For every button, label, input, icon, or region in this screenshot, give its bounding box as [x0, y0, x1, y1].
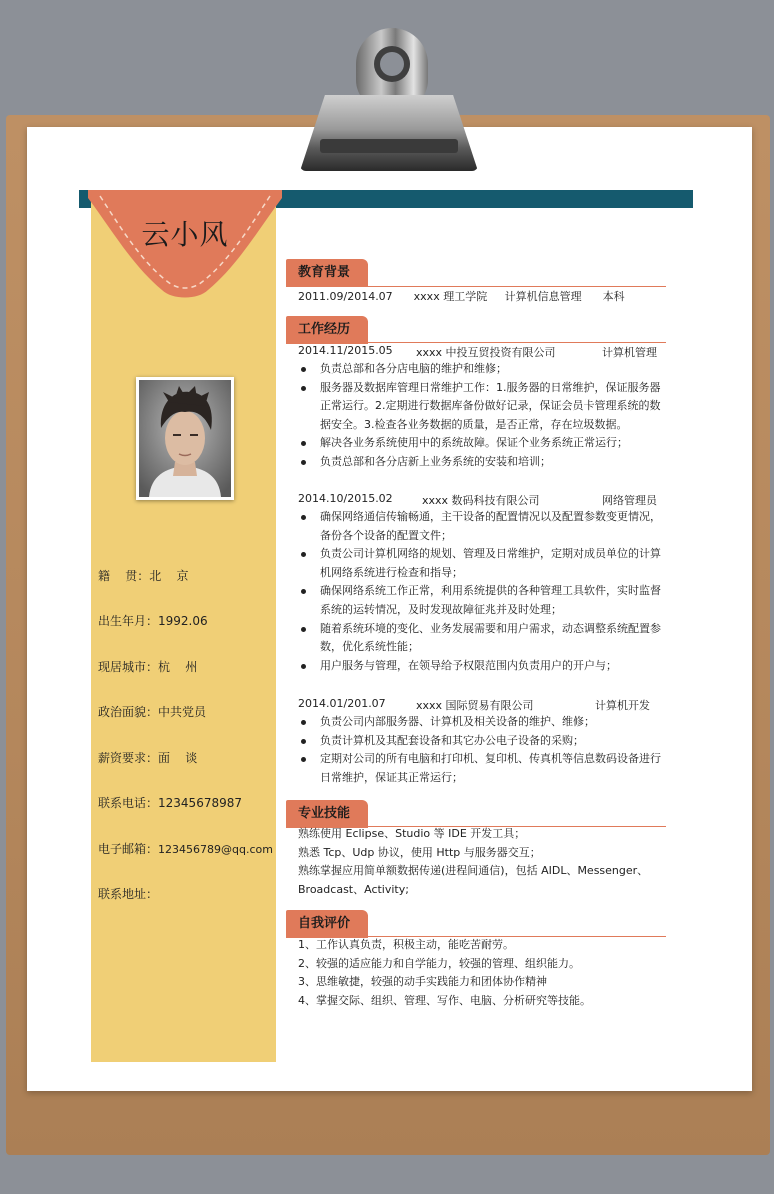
info-label: 电子邮箱： [98, 842, 159, 856]
info-label: 薪资要求： [98, 751, 159, 765]
info-political [98, 703, 206, 720]
self-eval-list [298, 936, 668, 1010]
info-phone [98, 794, 242, 811]
list-item: 定期对公司的所有电脑和打印机、复印机、传真机等信息数码设备进行日常维护，保证其正常运行； [298, 750, 664, 787]
list-item: 熟悉 Tcp、Udp 协议，使用 Http 与服务器交互； [298, 845, 541, 859]
list-item: 3、思维敏捷，较强的动手实践能力和团体协作精神 [298, 975, 547, 989]
job-period: 2014.01/201.07 [298, 697, 386, 710]
list-item: 负责公司内部服务器、计算机及相关设备的维护、维修； [298, 713, 664, 732]
job-period: 2014.11/2015.05 [298, 344, 393, 357]
list-item: 服务器及数据库管理日常维护工作：1.服务器的日常维护，保证服务器正常运行。2.定期进行数据库备份做好记录，保证会员卡管理系统的数据安全。3.检查各业务数据的质量，是否正常，存在垃圾数据。 [298, 379, 664, 435]
info-label: 政治面貌： [98, 705, 159, 719]
info-label: 联系电话： [98, 796, 159, 810]
info-label: 联系地址： [98, 887, 159, 901]
list-item: 负责总部和各分店新上业务系统的安装和培训； [298, 453, 664, 472]
portrait-image [139, 380, 231, 497]
skills-list [298, 825, 668, 899]
info-salary [98, 749, 197, 766]
work-heading: 工作经历 [286, 316, 368, 344]
list-item: 负责公司计算机网络的规划、管理及日常维护，定期对成员单位的计算机网络系统进行检查和指导； [298, 545, 664, 582]
info-birth [98, 612, 208, 629]
work-divider [286, 342, 666, 343]
list-item: 确保网络系统工作正常，利用系统提供的各种管理工具软件，实时监督系统的运转情况，及时发现故障征兆并及时处理； [298, 582, 664, 619]
info-label: 籍 贯： [98, 569, 150, 583]
list-item: 随着系统环境的变化、业务发展需要和用户需求，动态调整系统配置参数，优化系统性能； [298, 620, 664, 657]
info-hometown [98, 567, 189, 584]
info-value: 杭 州 [158, 660, 198, 674]
info-value: 1992.06 [158, 614, 208, 628]
list-item: 4、掌握交际、组织、管理、写作、电脑、分析研究等技能。 [298, 993, 591, 1007]
list-item: 1、工作认真负责，积极主动，能吃苦耐劳。 [298, 938, 514, 951]
info-value: 北 京 [149, 569, 189, 583]
profile-photo [136, 377, 234, 500]
list-item: 2、较强的适应能力和自学能力，较强的管理、组织能力。 [298, 956, 580, 970]
info-value: 中共党员 [158, 705, 207, 719]
job-2-duties [298, 508, 664, 675]
job-position: 网络管理员 [602, 494, 657, 507]
info-value: 12345678987 [158, 796, 242, 810]
job-position: 计算机开发 [595, 699, 650, 712]
job-period: 2014.10/2015.02 [298, 492, 393, 505]
info-label: 出生年月： [98, 614, 159, 628]
info-address [98, 885, 158, 902]
list-item: 用户服务与管理，在领导给予权限范围内负责用户的开户与； [298, 657, 664, 676]
list-item: Broadcast、Activity; [298, 882, 409, 896]
info-value: 面 谈 [158, 751, 198, 765]
info-city [98, 658, 197, 675]
education-divider [286, 286, 666, 287]
list-item: 熟练掌握应用简单额数据传递(进程间通信)，包括 AIDL、Messenger、 [298, 864, 649, 878]
self-eval-heading: 自我评价 [286, 910, 368, 938]
job-company: xxxx 国际贸易有限公司 [416, 699, 534, 712]
skills-heading: 专业技能 [286, 800, 368, 828]
list-item: 熟练使用 Eclipse、Studio 等 IDE 开发工具； [298, 827, 526, 840]
resume-name: 云小风 [141, 218, 229, 251]
info-value: 123456789@qq.com [158, 843, 273, 856]
list-item: 确保网络通信传输畅通，主干设备的配置情况以及配置参数变更情况，备份各个设备的配置文件； [298, 508, 664, 545]
education-entry: 2011.09/2014.07 xxxx 理工学院 计算机信息管理 本科 [298, 290, 625, 303]
education-heading: 教育背景 [286, 259, 368, 287]
job-3-duties [298, 713, 664, 787]
job-1-duties [298, 360, 664, 472]
job-position: 计算机管理 [602, 346, 657, 359]
binder-clip [300, 95, 478, 171]
job-company: xxxx 数码科技有限公司 [422, 494, 540, 507]
job-company: xxxx 中投互贸投资有限公司 [416, 346, 556, 359]
list-item: 负责计算机及其配套设备和其它办公电子设备的采购； [298, 732, 664, 751]
info-label: 现居城市： [98, 660, 159, 674]
info-email [98, 840, 273, 857]
list-item: 负责总部和各分店电脑的维护和维修； [298, 360, 664, 379]
list-item: 解决各业务系统使用中的系统故障。保证个业务系统正常运行； [298, 434, 664, 453]
